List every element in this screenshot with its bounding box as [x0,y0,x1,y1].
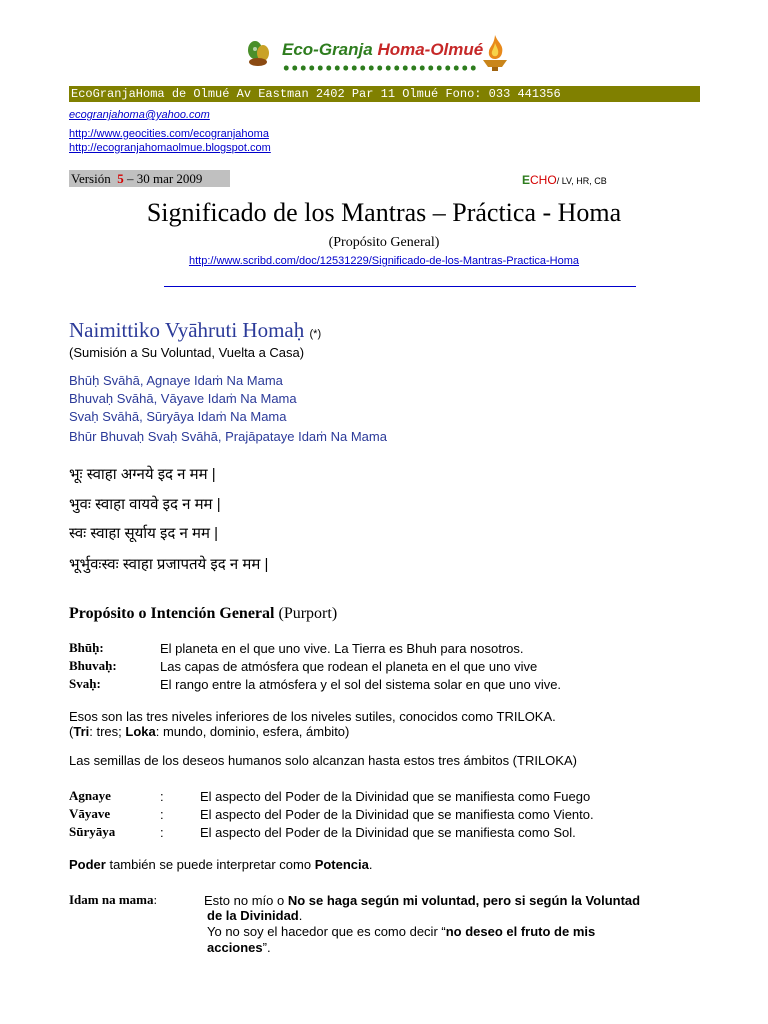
devanagari-line: स्वः स्वाहा सूर्याय इद न मम | [69,525,219,542]
geocities-link[interactable]: http://www.geocities.com/ecogranjahoma [69,128,269,140]
blogspot-link[interactable]: http://ecogranjahomaolmue.blogspot.com [69,142,271,154]
deity-colon: : [160,807,164,822]
transliteration-line: Bhūḥ Svāhā, Agnaye Idaṁ Na Mama [69,373,283,388]
idam-definition-line: Esto no mío o No se haga según mi voluntad, pero si según la Voluntad [204,893,641,908]
logo-text: Eco-Granja Homa-Olmué [282,40,484,59]
deity-colon: : [160,825,164,840]
devanagari-line: भूः स्वाहा अग्नये इद न मम | [69,466,216,483]
loka-term: Bhūḥ: [69,640,104,655]
deity-definition: El aspecto del Poder de la Divinidad que se manifiesta como Viento. [200,807,594,822]
logo-dotted-line [282,64,477,72]
transliteration-line: Bhuvaḥ Svāhā, Vāyave Idaṁ Na Mama [69,391,297,406]
version-label: Versión 5 – 30 mar 2009 [69,170,230,187]
deity-colon: : [160,789,164,804]
page-title: Significado de los Mantras – Práctica - Homa [146,198,622,227]
deity-definition: El aspecto del Poder de la Divinidad que se manifiesta como Fuego [200,789,591,804]
email-link[interactable]: ecogranjahoma@yahoo.com [69,109,210,121]
echo-label: ECHO/ LV, HR, CB [522,173,607,187]
purpose-heading: Propósito o Intención General (Purport) [69,605,338,622]
idam-definition-line: Yo no soy el hacedor que es como decir “no deseo el fruto de mis [207,924,596,939]
triloka-text: Esos son las tres niveles inferiores de los niveles sutiles, conocidos como TRILOKA. [69,709,556,724]
poder-text: Poder también se puede interpretar como Potencia. [69,857,373,872]
idam-definition-line: acciones”. [207,940,271,955]
transliteration-line: Svaḥ Svāhā, Sūryāya Idaṁ Na Mama [69,409,287,424]
loka-term: Bhuvaḥ: [69,658,117,673]
divider [164,286,636,287]
logo-leaf-icon [246,40,272,70]
deity-term: Vāyave [69,806,111,821]
page-subtitle: (Propósito General) [328,235,440,250]
deity-term: Agnaye [69,788,111,803]
scribd-link[interactable]: http://www.scribd.com/doc/12531229/Significado-de-los-Mantras-Practica-Homa [188,255,580,267]
devanagari-line: भूर्भुवःस्वः स्वाहा प्रजापतये इद न मम | [69,556,269,573]
devanagari-line: भुवः स्वाहा वायवे इद न मम | [69,496,221,513]
loka-definition: El planeta en el que uno vive. La Tierra es Bhuh para nosotros. [160,641,524,656]
triloka-gloss: (Tri: tres; Loka: mundo, dominio, esfera, ámbito) [69,724,350,739]
loka-definition: El rango entre la atmósfera y el sol del sistema solar en que uno vive. [160,677,562,692]
transliteration-line: Bhūr Bhuvaḥ Svaḥ Svāhā, Prajāpataye Idaṁ Na Mama [69,429,387,444]
loka-term: Svaḥ: [69,676,101,691]
idam-term: Idam na mama: [69,892,158,907]
section-subheading: (Sumisión a Su Voluntad, Vuelta a Casa) [69,345,305,360]
idam-definition-line: de la Divinidad. [207,908,303,923]
deity-definition: El aspecto del Poder de la Divinidad que se manifiesta como Sol. [200,825,576,840]
section-heading: Naimittiko Vyāhruti Homaḥ (*) [69,318,322,342]
homa-fire-icon [480,33,510,73]
seeds-text: Las semillas de los deseos humanos solo alcanzan hasta estos tres ámbitos (TRILOKA) [69,753,577,768]
deity-term: Sūryāya [69,824,116,839]
loka-definition: Las capas de atmósfera que rodean el planeta en el que uno vive [160,659,538,674]
address-bar: EcoGranjaHoma de Olmué Av Eastman 2402 Par 11 Olmué Fono: 033 441356 [69,86,700,102]
